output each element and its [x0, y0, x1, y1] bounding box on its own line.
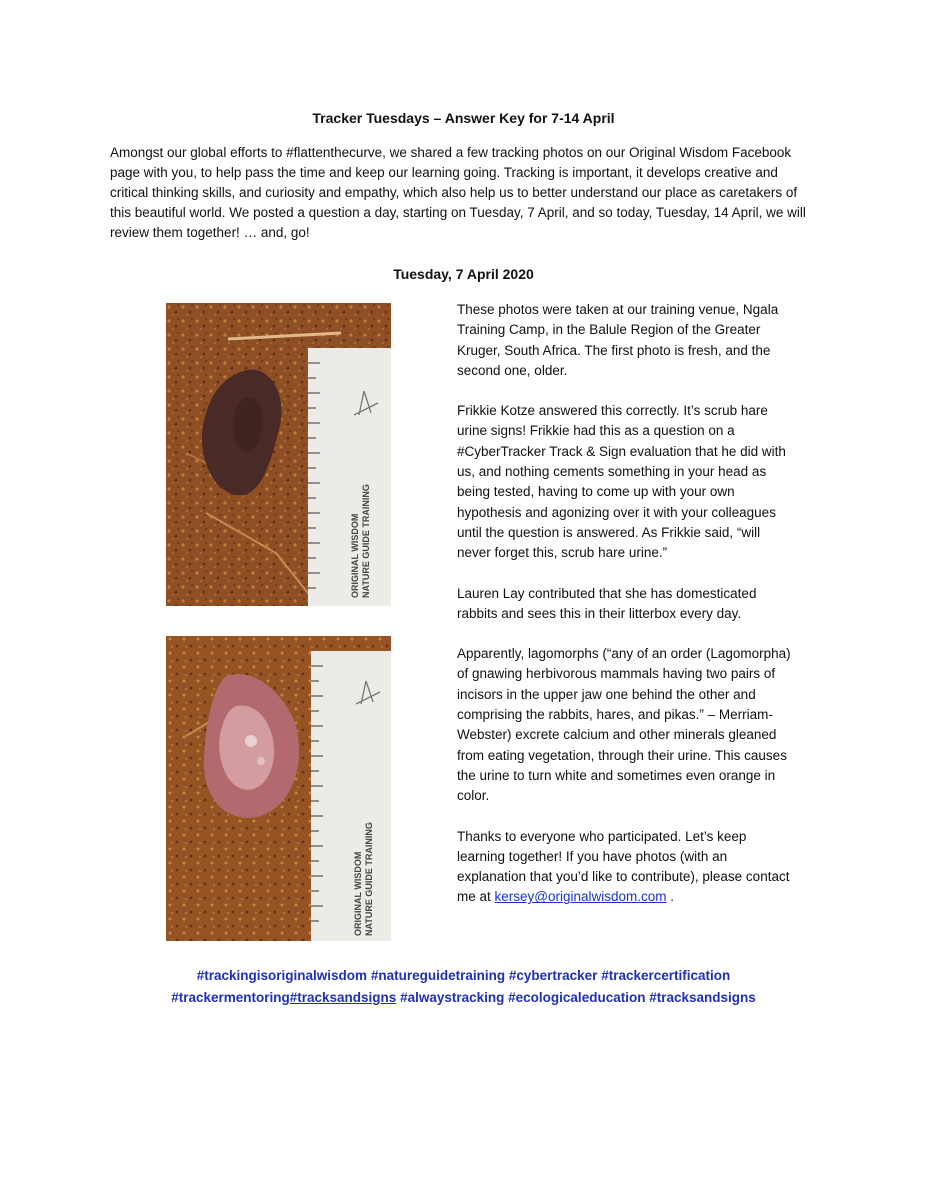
fresh-urine-sign-photo [166, 303, 391, 606]
paragraph-closing [457, 827, 797, 908]
intro-paragraph: Amongst our global efforts to #flattenthecurve, we shared a few tracking photos on our Original Wisdom Facebook page with you, to help pass the time and keep our learning going. Tracking is important, it develops creative and critical thinking skills, and curiosity and empathy, which also help us to better understand our place as caretakers of this beautiful world. We posted a question a day, starting on Tuesday, 7 April, and so today, Tuesday, 14 April, we will review them together! … and, go! [110, 145, 806, 240]
closing-text: Thanks to everyone who participated. Let’s keep learning together! If you have photos (with an explanation that you’d like to contribute), please contact me at [457, 828, 790, 905]
answer-text-column [457, 300, 797, 928]
hashtag-underlined[interactable]: #tracksandsigns [289, 990, 397, 1005]
hashtag[interactable]: #trackingisoriginalwisdom [196, 968, 368, 983]
ruler-label-3: ORIGINAL WISDOM [353, 851, 363, 936]
paragraph-answer: Frikkie Kotze answered this correctly. It’s scrub hare urine signs! Frikkie had this as a question on a #CyberTracker Track & Sign evaluation that he did with us, and nothing cements something in your head as being tested, having to come up with your own hypothesis and agonizing over it with your colleagues until the question is answered. As Frikkie said, “will never forget this, scrub hare urine.” [457, 403, 786, 561]
hashtag[interactable]: #trackermentoring [171, 990, 290, 1005]
hashtag[interactable]: #alwaystracking [400, 990, 505, 1005]
hashtags [130, 965, 797, 1009]
hashtag[interactable]: #natureguidetraining [370, 968, 506, 983]
ruler-label-2: NATURE GUIDE TRAINING [361, 484, 371, 598]
email-link[interactable]: kersey@originalwisdom.com [494, 889, 667, 905]
hashtag[interactable]: #cybertracker [508, 968, 598, 983]
ruler-label-1: ORIGINAL WISDOM [350, 513, 360, 598]
paragraph-contribution: Lauren Lay contributed that she has domesticated rabbits and sees this in their litterbox every day. [457, 585, 757, 621]
date-heading: Tuesday, 7 April 2020 [393, 266, 534, 282]
hashtag[interactable]: #trackercertification [601, 968, 731, 983]
paragraph-location: These photos were taken at our training venue, Ngala Training Camp, in the Balule Region of the Greater Kruger, South Africa. The first photo is fresh, and the second one, older. [457, 302, 779, 378]
older-urine-sign-photo [166, 636, 391, 941]
closing-text-end: . [666, 889, 675, 905]
paragraph-lagomorphs: Apparently, lagomorphs (“any of an order (Lagomorpha) of gnawing herbivorous mammals having two pairs of incisors in the upper jaw one behind the other and comprising the rabbits, hares, and pikas.” – Merriam-Webster) excrete calcium and other minerals gleaned from eating vegetation, through their urine. This causes the urine to turn white and sometimes even orange in color. [457, 646, 791, 804]
document-title: Tracker Tuesdays – Answer Key for 7-14 April [312, 110, 615, 126]
hashtag[interactable]: #tracksandsigns [649, 990, 756, 1005]
hashtag[interactable]: #ecologicaleducation [508, 990, 646, 1005]
ruler-label-4: NATURE GUIDE TRAINING [364, 822, 374, 936]
